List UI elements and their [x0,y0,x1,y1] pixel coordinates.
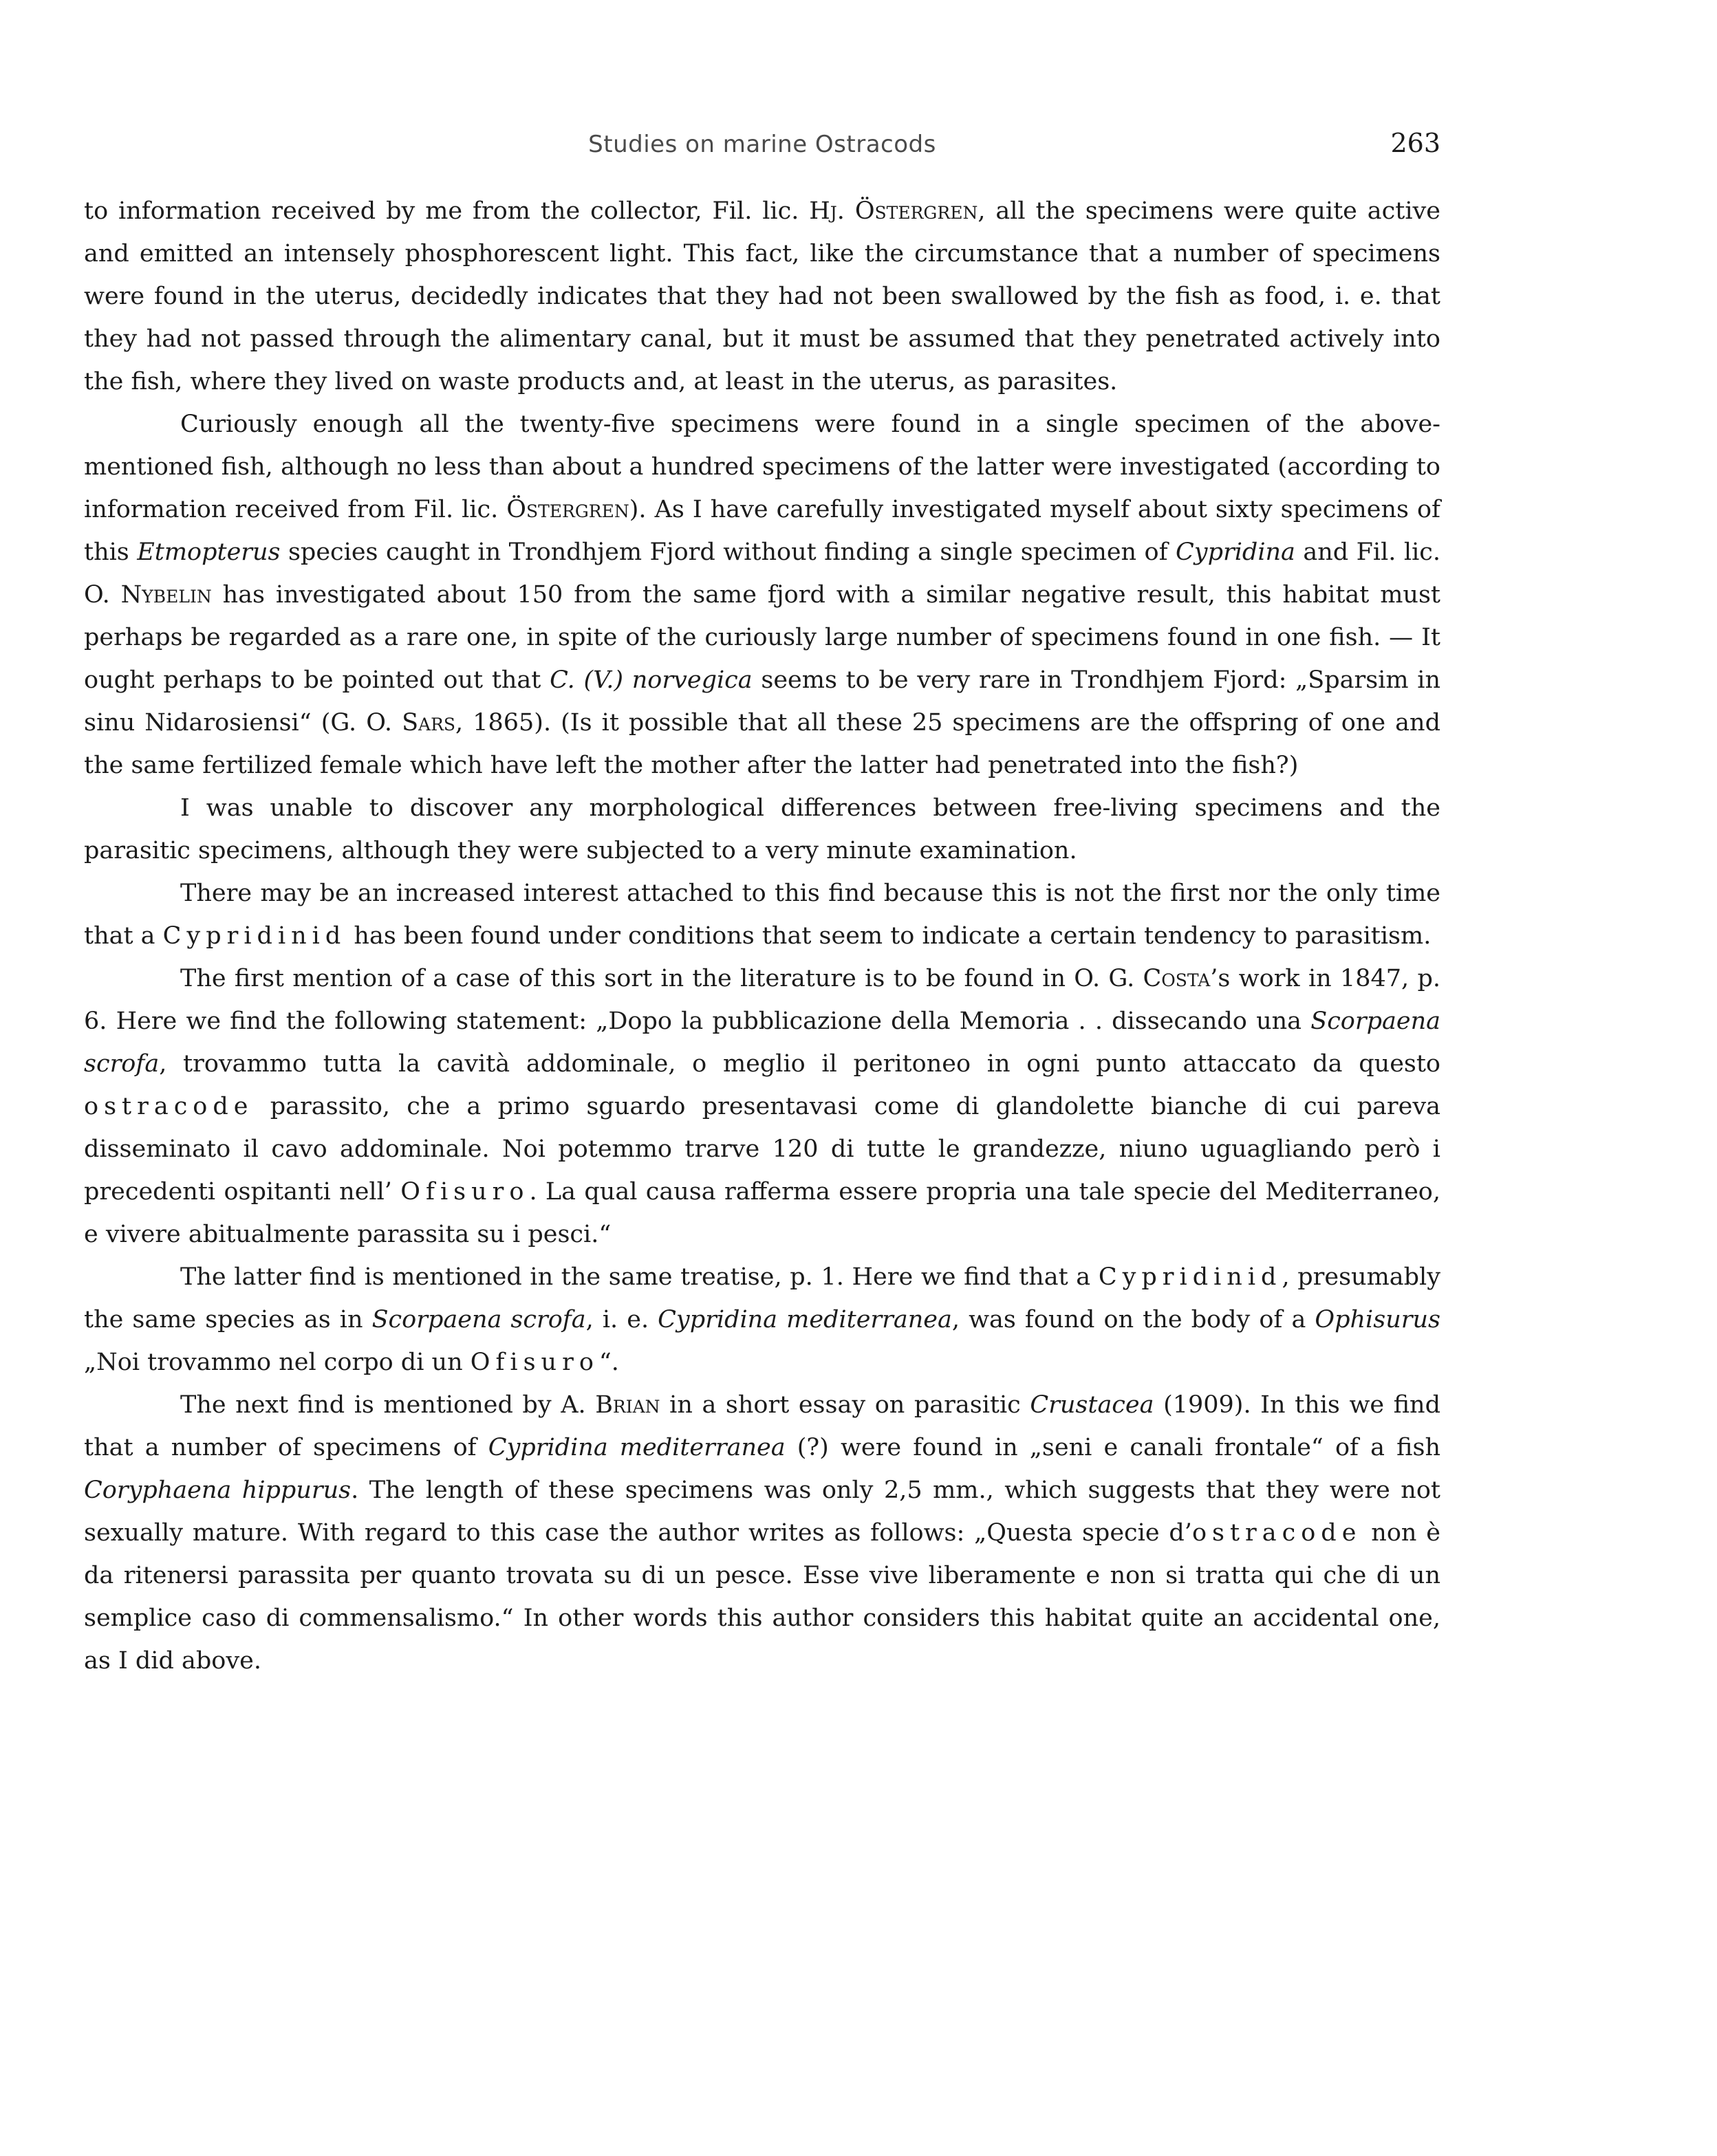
body-text [84,190,1440,1682]
text-run: , 1865). (Is it possible that all these 25 specimens are the offspring of one and the same fertilized female which have left the mother after the latter had penetrated into the fish?) [84,709,1440,779]
text-run: Curiously enough all the twenty-five specimens were found in a single specimen of the above-mentioned fish, although no less than about a hundred specimens of the latter were investigated (according to information received from Fil. lic. [84,411,1440,523]
text-run: „Noi trovammo nel corpo di un [84,1349,471,1376]
text-run: I was unable to discover any morphological differences between free-living specimens and the parasitic specimens, although they were subjected to a very minute examination. [84,794,1440,864]
text-run: “. [598,1349,619,1376]
paragraph [84,787,1440,872]
author-name: Sars [402,709,456,737]
text-run: species caught in Trondhjem Fjord without finding a single specimen of [280,538,1176,566]
italic-term: Ophisurus [1315,1306,1440,1333]
text-run: to information received by me from the collector, Fil. lic. [84,197,810,225]
author-name: Hj. Östergren [809,197,978,225]
text-run: . La qual causa rafferma essere propria una tale specie del Mediterraneo, e vivere abitualmente parassita su i pesci.“ [84,1178,1441,1248]
text-run: , i. e. [585,1306,658,1333]
running-title: Studies on marine Ostracods [588,131,936,158]
spaced-term: ostracode [84,1093,254,1120]
italic-term: Cypridina mediterranea [488,1434,786,1461]
text-run: . The length of these specimens was only 2,5 mm., which suggests that they were not sexually mature. With regard to this case the author writes as follows: „Questa specie d’ [84,1477,1440,1547]
spaced-term: Cypridinid [1098,1263,1282,1291]
paragraph [84,957,1440,1256]
spaced-term: ostracode [1191,1519,1362,1547]
spaced-term: Ofisuro [470,1349,599,1376]
text-run: The next find is mentioned by A. [180,1391,596,1419]
text-run: and Fil. lic. O. [84,538,1440,609]
document-page [84,128,1441,1682]
text-run: has investigated about 150 from the same fjord with a similar negative result, this habitat must perhaps be regarded as a rare one, in spite of the curiously large number of specimens found in one fish. — It ought perhaps to be pointed out that [84,581,1440,694]
italic-term: C. (V.) norvegica [550,666,753,694]
text-run: , all the specimens were quite active and emitted an intensely phosphorescent light. This fact, like the circumstance that a number of specimens were found in the uterus, decidedly indicates that they had not been swallowed by the fish as food, i. e. that they had not passed through the alimentary canal, but it must be assumed that they penetrated actively into the fish, where they lived on waste products and, at least in the uterus, as parasites. [84,197,1440,395]
italic-term: Cypridina mediterranea [658,1306,952,1333]
author-name: Nybelin [120,581,212,609]
text-run: ’s work in 1847, p. 6. Here we find the following statement: „Dopo la pubblicazione della Memoria . . dissecando una [84,965,1441,1035]
italic-term: Crustacea [1030,1391,1154,1419]
paragraph [84,872,1440,957]
text-run: ). As I have carefully investigated myself about sixty specimens of this [84,496,1441,566]
text-run: The latter find is mentioned in the same treatise, p. 1. Here we find that a [180,1263,1099,1291]
italic-term: Etmopterus [137,538,281,566]
text-run: (?) were found in „seni e canali frontale“ of a fish [785,1434,1441,1461]
paragraph [84,403,1440,787]
text-run: There may be an increased interest attached to this find because this is not the first nor the only time that a [84,880,1440,950]
italic-term: Coryphaena hippurus [84,1477,352,1504]
text-run: The first mention of a case of this sort in the literature is to be found in O. G. [180,965,1143,992]
italic-term: Cypridina [1176,538,1295,566]
author-name: Costa [1143,965,1211,992]
italic-term: Scorpaena scrofa [84,1008,1440,1078]
text-run: (1909). In this we find that a number of specimens of [84,1391,1441,1461]
text-run: non è da ritenersi parassita per quanto trovata su di un pesce. Esse vive liberamente e non si tratta qui che di un semplice caso di commensalismo.“ In other words this author considers this habitat quite an accidental one, as I did above. [84,1519,1440,1675]
italic-term: Scorpaena scrofa [371,1306,586,1333]
page-number: 263 [1390,128,1440,158]
text-run: in a short essay on parasitic [660,1391,1030,1419]
spaced-term: Ofisuro [400,1178,530,1206]
paragraph [84,190,1440,403]
text-run: , was found on the body of a [951,1306,1315,1333]
text-run: , presumably the same species as in [84,1263,1440,1333]
paragraph [84,1256,1440,1384]
text-run: seems to be very rare in Trondhjem Fjord: „Sparsim in sinu Nidarosiensi“ (G. O. [84,666,1441,737]
text-run: , trovammo tutta la cavità addominale, o meglio il peritoneo in ogni punto attaccato da questo [159,1050,1440,1078]
running-header [84,128,1440,172]
author-name: Östergren [506,496,629,523]
spaced-term: Cypridinid [162,922,347,950]
paragraph [84,1384,1440,1682]
text-run: parassito, che a primo sguardo presentavasi come di glandolette bianche di cui pareva disseminato il cavo addominale. Noi potemmo trarve 120 di tutte le grandezze, niuno uguagliando però i precedenti ospitanti nell’ [84,1093,1440,1206]
text-run: has been found under conditions that seem to indicate a certain tendency to parasitism. [346,922,1432,950]
author-name: Brian [595,1391,660,1419]
